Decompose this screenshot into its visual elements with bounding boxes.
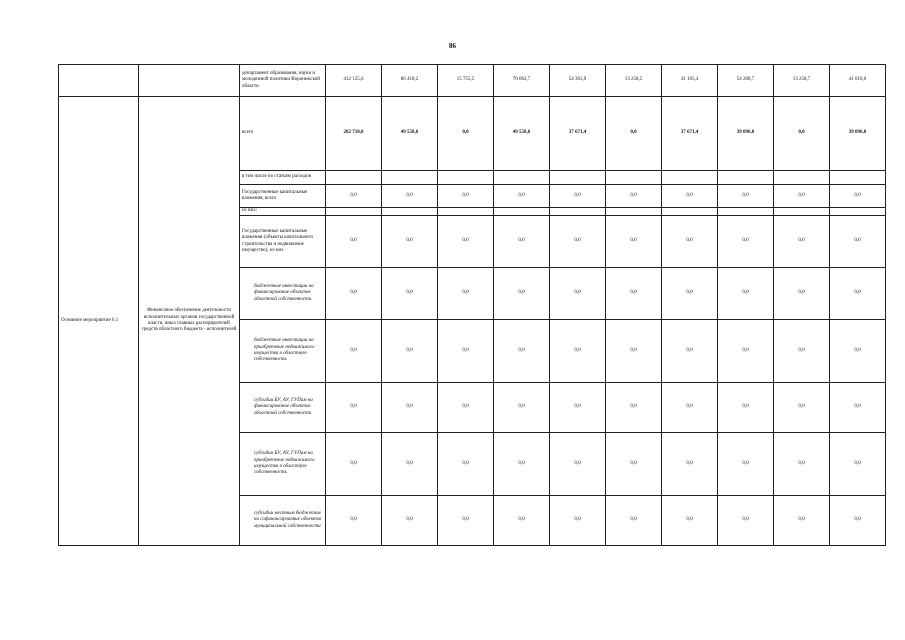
value-cell: 54 363,9	[550, 65, 606, 97]
value-cell: 0,0	[662, 383, 718, 433]
value-cell: 0,0	[606, 320, 662, 383]
value-cell: 0,0	[830, 433, 886, 496]
value-cell: 0,0	[830, 216, 886, 268]
value-cell	[662, 171, 718, 185]
value-cell: 0,0	[830, 320, 886, 383]
value-cell: 0,0	[662, 496, 718, 546]
value-cell: 0,0	[830, 185, 886, 208]
value-cell: 0,0	[494, 383, 550, 433]
value-cell: 0,0	[550, 383, 606, 433]
value-cell	[494, 171, 550, 185]
table-row	[59, 97, 886, 171]
value-cell: 0,0	[774, 433, 830, 496]
value-cell: 0,0	[382, 320, 438, 383]
value-cell: 0,0	[382, 216, 438, 268]
value-cell: 0,0	[382, 496, 438, 546]
row-label: Государственные капитальные вложения, всего	[240, 185, 326, 208]
value-cell: 0,0	[438, 496, 494, 546]
value-cell: 0,0	[774, 496, 830, 546]
value-cell: 0,0	[606, 268, 662, 320]
row-label: Государственные капитальные вложения (объекты капитального строительства и недвижимое имущество), из них	[240, 216, 326, 268]
value-cell: 37 671,4	[550, 97, 606, 171]
row-label: в том числе по статьям расходов	[240, 171, 326, 185]
value-cell: 0,0	[550, 185, 606, 208]
value-cell: 86 418,2	[382, 65, 438, 97]
value-cell	[438, 171, 494, 185]
value-cell	[550, 208, 606, 216]
value-cell: 0,0	[550, 216, 606, 268]
value-cell	[494, 208, 550, 216]
value-cell	[718, 171, 774, 185]
value-cell	[438, 208, 494, 216]
value-cell: 0,0	[606, 496, 662, 546]
row-label: всего	[240, 97, 326, 171]
value-cell	[718, 208, 774, 216]
budget-table	[58, 64, 886, 546]
value-cell: 15 755,5	[438, 65, 494, 97]
value-cell: 0,0	[494, 216, 550, 268]
value-cell: 0,0	[718, 185, 774, 208]
event-name: Основное мероприятие 6.1	[59, 97, 139, 546]
value-cell	[382, 171, 438, 185]
event-description: Финансовое обеспечение деятельности исполнительных органов государственной власти, иных главных распорядителей средств областного бюджета - исполнителей	[139, 97, 240, 546]
value-cell: 0,0	[494, 496, 550, 546]
value-cell: 0,0	[382, 185, 438, 208]
value-cell: 0,0	[494, 433, 550, 496]
value-cell: 54 268,7	[718, 65, 774, 97]
value-cell: 0,0	[494, 320, 550, 383]
value-cell: 0,0	[606, 185, 662, 208]
value-cell: 0,0	[382, 383, 438, 433]
value-cell: 41 105,4	[662, 65, 718, 97]
value-cell: 0,0	[718, 268, 774, 320]
value-cell: 0,0	[550, 433, 606, 496]
value-cell: 0,0	[606, 97, 662, 171]
value-cell: 0,0	[326, 433, 382, 496]
value-cell: 0,0	[326, 216, 382, 268]
value-cell: 0,0	[830, 383, 886, 433]
value-cell: 49 558,6	[494, 97, 550, 171]
value-cell: 13 258,7	[774, 65, 830, 97]
value-cell: 0,0	[438, 383, 494, 433]
value-cell: 0,0	[382, 433, 438, 496]
value-cell	[830, 208, 886, 216]
page-number: 86	[449, 42, 456, 50]
value-cell: 0,0	[662, 268, 718, 320]
value-cell	[326, 171, 382, 185]
value-cell: 39 096,0	[718, 97, 774, 171]
value-cell: 0,0	[662, 320, 718, 383]
value-cell: 0,0	[438, 433, 494, 496]
value-cell: 0,0	[830, 268, 886, 320]
value-cell: 0,0	[718, 383, 774, 433]
value-cell: 0,0	[550, 496, 606, 546]
value-cell: 0,0	[438, 185, 494, 208]
value-cell: 0,0	[774, 268, 830, 320]
value-cell: 0,0	[718, 320, 774, 383]
value-cell: 0,0	[774, 320, 830, 383]
value-cell: 0,0	[662, 433, 718, 496]
event-cell-empty	[59, 65, 139, 97]
value-cell: 0,0	[662, 185, 718, 208]
row-label: из них:	[240, 208, 326, 216]
value-cell: 0,0	[662, 216, 718, 268]
value-cell: 41 010,0	[830, 65, 886, 97]
value-cell: 0,0	[606, 216, 662, 268]
value-cell: 37 671,4	[662, 97, 718, 171]
row-label: департамент образования, науки и молодежной политики Воронежской области	[240, 65, 326, 97]
value-cell: 0,0	[830, 496, 886, 546]
row-label: субсидии БУ, АУ, ГУПам на приобретение недвижимого имущества в областную собственность	[240, 433, 326, 496]
row-label: субсидии местным бюджетам на софинансирование объектов муниципальной собственности	[240, 496, 326, 546]
value-cell: 0,0	[326, 383, 382, 433]
value-cell: 0,0	[494, 268, 550, 320]
value-cell: 13 258,5	[606, 65, 662, 97]
value-cell: 0,0	[774, 97, 830, 171]
row-label: бюджетные инвестиции на финансирование объектов областной собственности	[240, 268, 326, 320]
value-cell	[606, 171, 662, 185]
value-cell: 70 662,7	[494, 65, 550, 97]
value-cell: 0,0	[438, 216, 494, 268]
value-cell: 0,0	[326, 185, 382, 208]
value-cell	[774, 208, 830, 216]
value-cell: 0,0	[718, 433, 774, 496]
value-cell: 0,0	[550, 268, 606, 320]
value-cell: 49 558,6	[382, 97, 438, 171]
value-cell: 39 096,0	[830, 97, 886, 171]
value-cell: 0,0	[326, 268, 382, 320]
value-cell	[774, 171, 830, 185]
value-cell: 0,0	[774, 216, 830, 268]
value-cell: 0,0	[382, 268, 438, 320]
value-cell	[662, 208, 718, 216]
row-label: бюджетные инвестиции на приобретение недвижимого имущества в областную собственность	[240, 320, 326, 383]
value-cell	[606, 208, 662, 216]
value-cell: 0,0	[774, 383, 830, 433]
table-row	[59, 65, 886, 97]
value-cell: 0,0	[326, 320, 382, 383]
value-cell	[326, 208, 382, 216]
row-label: субсидии БУ, АУ, ГУПам на финансирование объектов областной собственности	[240, 383, 326, 433]
value-cell	[382, 208, 438, 216]
value-cell: 0,0	[606, 433, 662, 496]
value-cell: 0,0	[438, 320, 494, 383]
value-cell	[550, 171, 606, 185]
value-cell: 0,0	[438, 268, 494, 320]
value-cell: 412 125,6	[326, 65, 382, 97]
value-cell: 0,0	[550, 320, 606, 383]
value-cell: 0,0	[606, 383, 662, 433]
value-cell: 0,0	[494, 185, 550, 208]
value-cell: 0,0	[718, 216, 774, 268]
description-cell-empty	[139, 65, 240, 97]
value-cell: 0,0	[718, 496, 774, 546]
value-cell: 0,0	[438, 97, 494, 171]
value-cell	[830, 171, 886, 185]
value-cell: 0,0	[326, 496, 382, 546]
value-cell: 0,0	[774, 185, 830, 208]
value-cell: 282 710,0	[326, 97, 382, 171]
